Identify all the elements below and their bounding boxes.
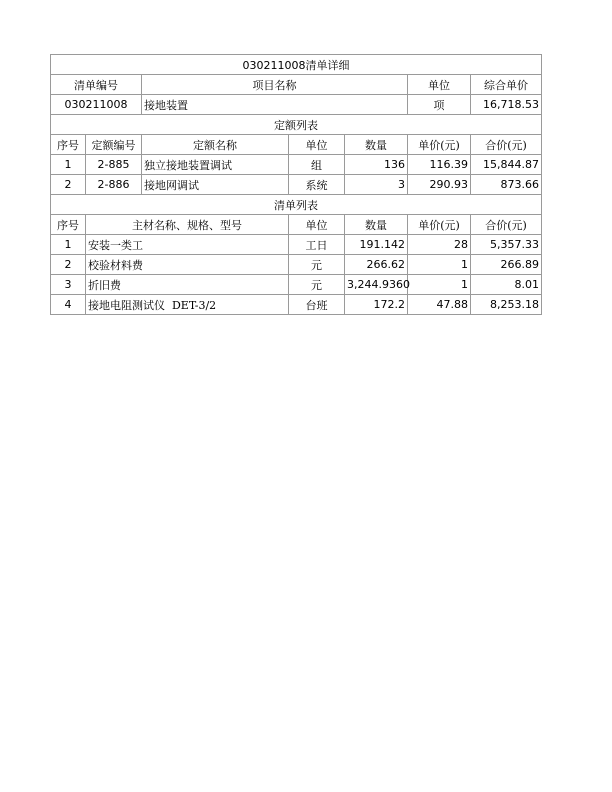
- sheet-title: 030211008清单详细: [51, 55, 542, 75]
- material-qty: 172.2: [345, 295, 408, 315]
- material-price: 1: [408, 255, 471, 275]
- material-unit: 元: [289, 275, 345, 295]
- materials-header-row: [51, 215, 542, 235]
- quota-total: 15,844.87: [471, 155, 542, 175]
- material-name: 校验材料费: [86, 255, 289, 275]
- material-qty: 191.142: [345, 235, 408, 255]
- quota-qty: 3: [345, 175, 408, 195]
- summary-header-row: [51, 75, 542, 95]
- material-unit: 工日: [289, 235, 345, 255]
- item-unit: 项: [408, 95, 471, 115]
- materials-header-qty: 数量: [345, 215, 408, 235]
- material-total: 8.01: [471, 275, 542, 295]
- quota-name: 独立接地装置调试: [142, 155, 289, 175]
- summary-row: [51, 95, 542, 115]
- bill-code: 030211008: [51, 95, 142, 115]
- header-item-name: 项目名称: [142, 75, 408, 95]
- material-name: 安装一类工: [86, 235, 289, 255]
- material-unit: 台班: [289, 295, 345, 315]
- materials-section-row: [51, 195, 542, 215]
- material-total: 5,357.33: [471, 235, 542, 255]
- quota-header-total: 合价(元): [471, 135, 542, 155]
- material-row: [51, 235, 542, 255]
- quota-section-row: [51, 115, 542, 135]
- material-price: 1: [408, 275, 471, 295]
- material-seq: 2: [51, 255, 86, 275]
- quota-total: 873.66: [471, 175, 542, 195]
- material-qty: 3,244.9360: [345, 275, 408, 295]
- header-unit-price: 综合单价: [471, 75, 542, 95]
- material-unit: 元: [289, 255, 345, 275]
- material-name: 折旧费: [86, 275, 289, 295]
- material-row: [51, 275, 542, 295]
- quota-header-name: 定额名称: [142, 135, 289, 155]
- material-total: 8,253.18: [471, 295, 542, 315]
- quota-code: 2-885: [86, 155, 142, 175]
- material-seq: 4: [51, 295, 86, 315]
- header-unit: 单位: [408, 75, 471, 95]
- quota-price: 116.39: [408, 155, 471, 175]
- quota-row: [51, 155, 542, 175]
- quota-seq: 2: [51, 175, 86, 195]
- materials-section-title: 清单列表: [51, 195, 542, 215]
- quota-unit: 系统: [289, 175, 345, 195]
- quota-unit: 组: [289, 155, 345, 175]
- materials-header-seq: 序号: [51, 215, 86, 235]
- materials-header-unit: 单位: [289, 215, 345, 235]
- quota-header-row: [51, 135, 542, 155]
- item-name: 接地装置: [142, 95, 408, 115]
- quota-qty: 136: [345, 155, 408, 175]
- quota-section-title: 定额列表: [51, 115, 542, 135]
- material-total: 266.89: [471, 255, 542, 275]
- materials-header-total: 合价(元): [471, 215, 542, 235]
- quota-header-code: 定额编号: [86, 135, 142, 155]
- material-row: [51, 295, 542, 315]
- quota-price: 290.93: [408, 175, 471, 195]
- header-bill-code: 清单编号: [51, 75, 142, 95]
- material-seq: 1: [51, 235, 86, 255]
- quota-name: 接地网调试: [142, 175, 289, 195]
- title-row: [51, 55, 542, 75]
- material-seq: 3: [51, 275, 86, 295]
- quota-seq: 1: [51, 155, 86, 175]
- quota-header-unit: 单位: [289, 135, 345, 155]
- quota-header-qty: 数量: [345, 135, 408, 155]
- materials-header-price: 单价(元): [408, 215, 471, 235]
- item-price: 16,718.53: [471, 95, 542, 115]
- quota-header-price: 单价(元): [408, 135, 471, 155]
- quota-code: 2-886: [86, 175, 142, 195]
- material-row: [51, 255, 542, 275]
- quota-header-seq: 序号: [51, 135, 86, 155]
- material-qty: 266.62: [345, 255, 408, 275]
- material-price: 28: [408, 235, 471, 255]
- bill-detail-table: [50, 54, 542, 315]
- quota-row: [51, 175, 542, 195]
- material-name: 接地电阻测试仪 DET-3/2: [86, 295, 289, 315]
- material-price: 47.88: [408, 295, 471, 315]
- materials-header-name: 主材名称、规格、型号: [86, 215, 289, 235]
